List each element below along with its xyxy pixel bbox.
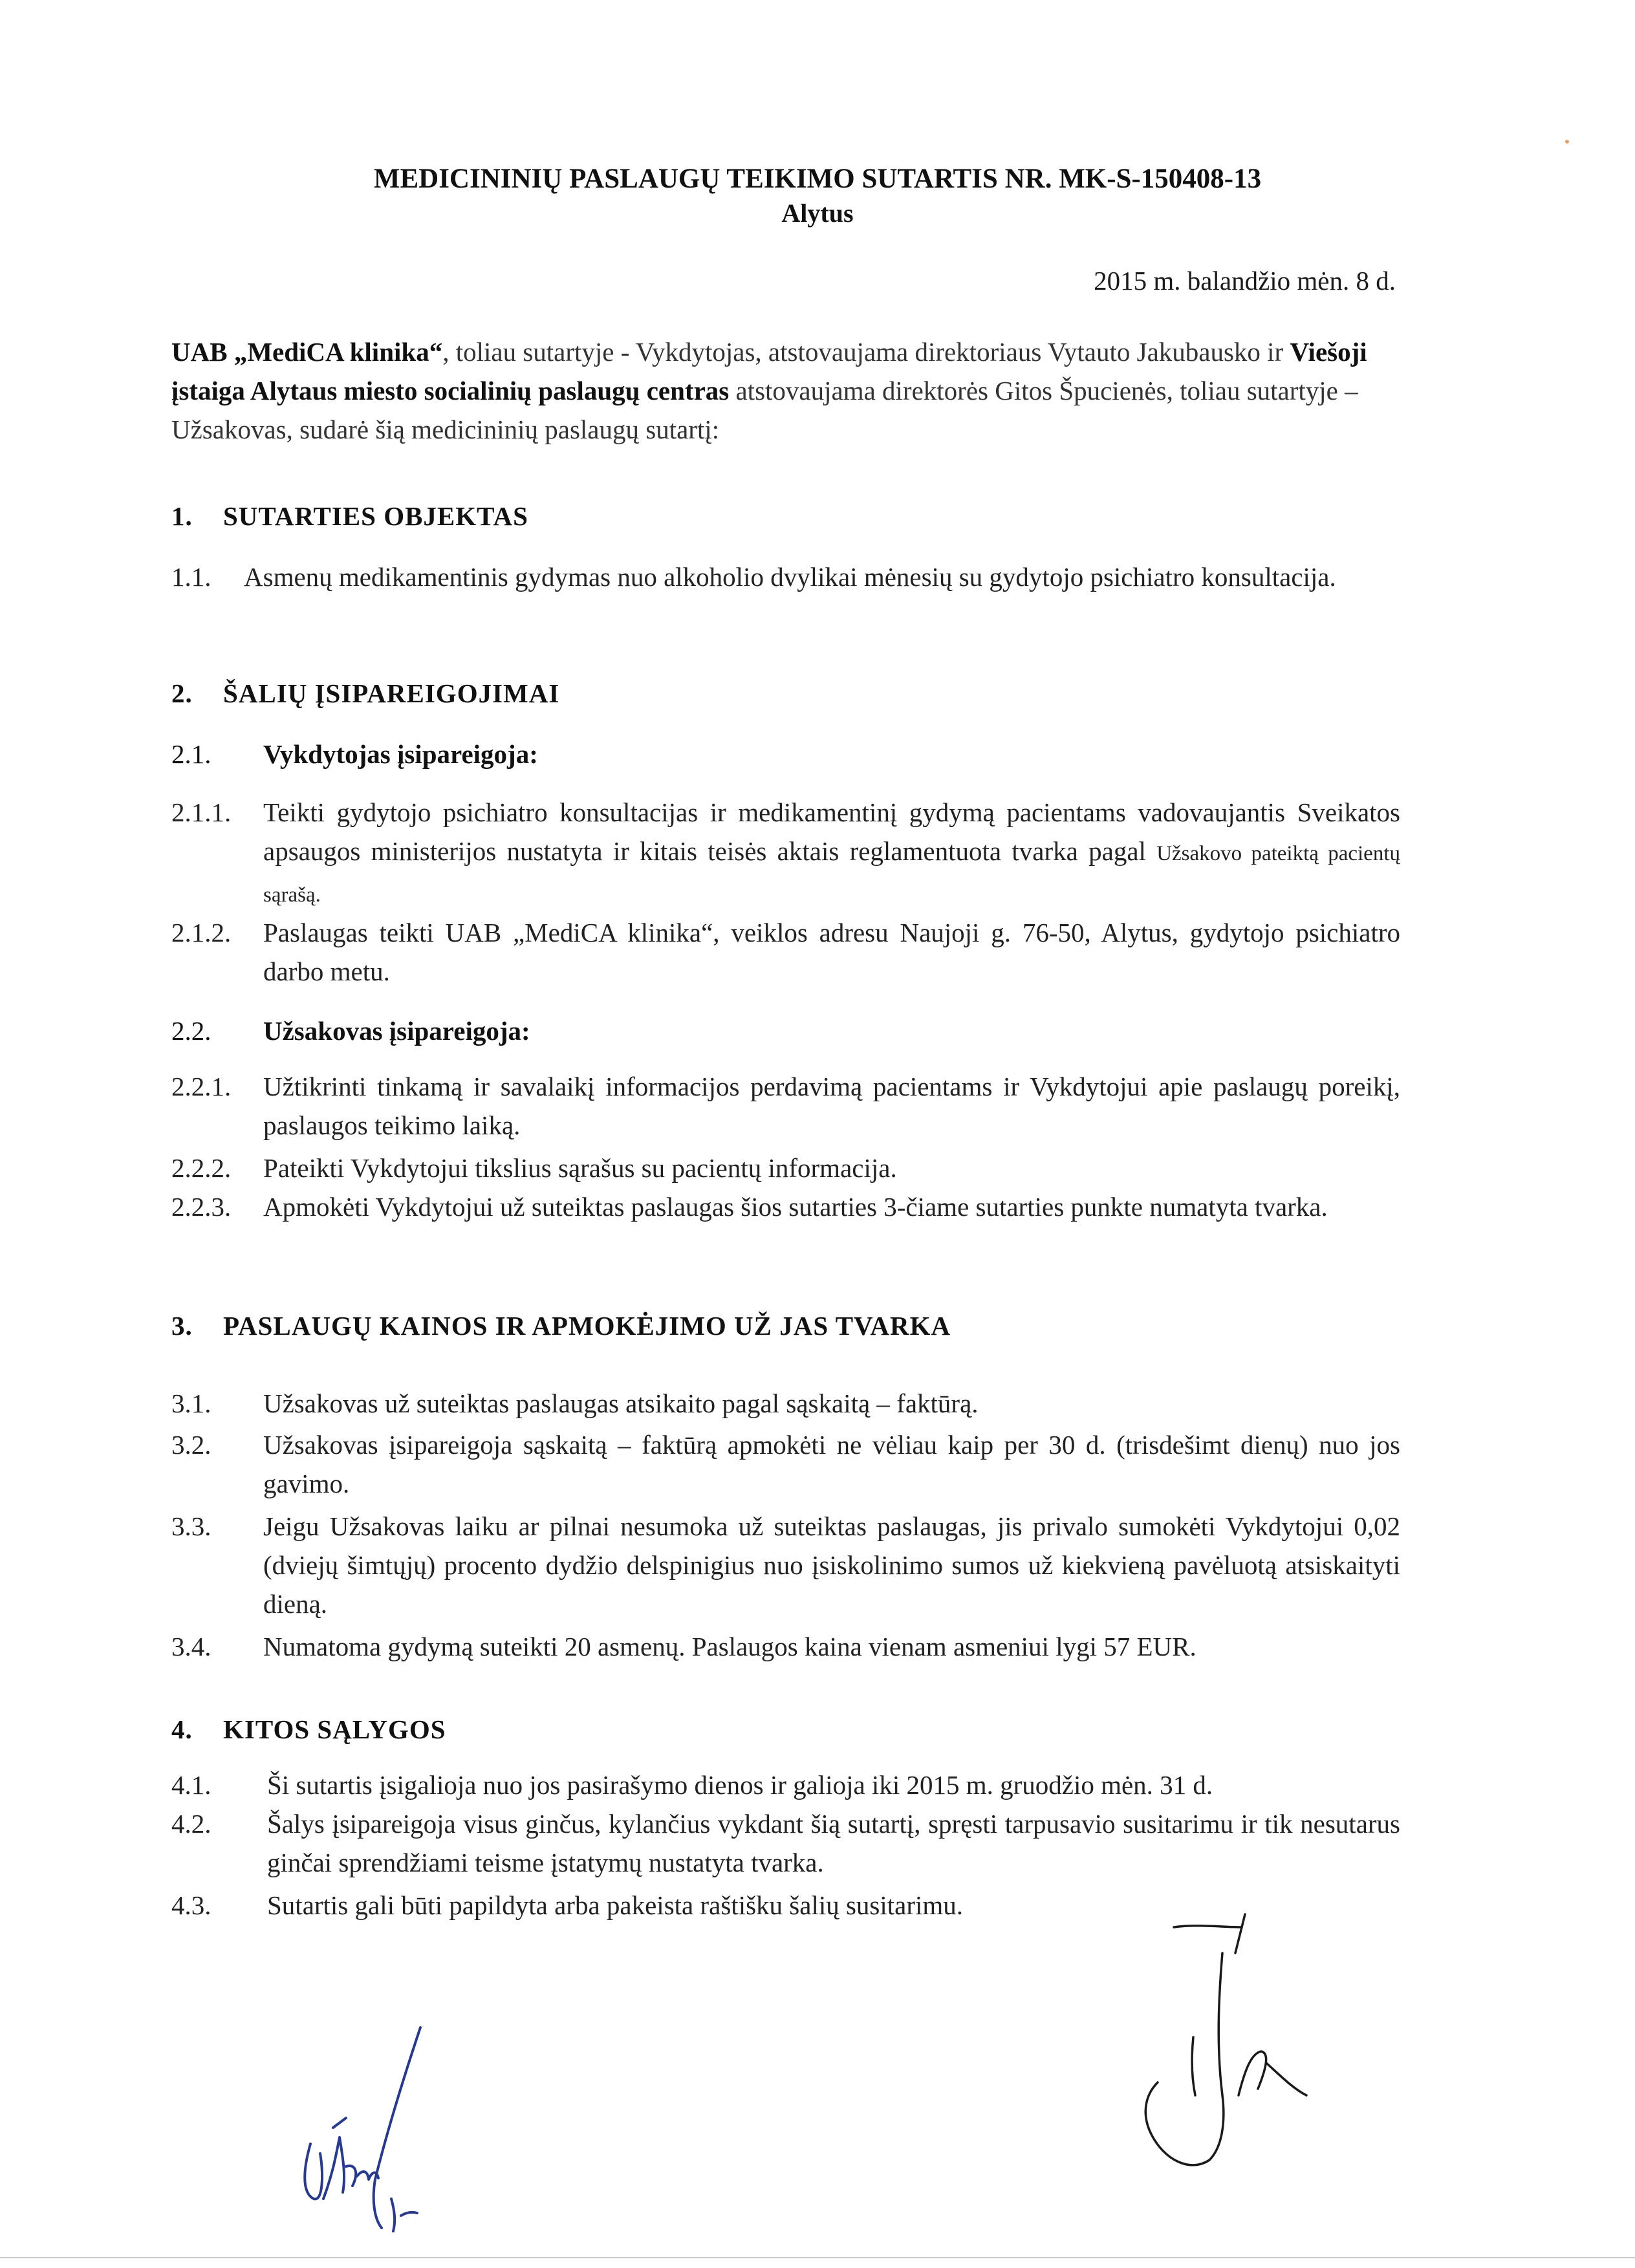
- clause-text: Užtikrinti tinkamą ir savalaikį informacijos perdavimą pacientams ir Vykdytojui apie paslaugų poreikį, paslaugos teikimo laiką.: [263, 1072, 1400, 1140]
- clause-text: Pateikti Vykdytojui tikslius sąrašus su pacientų informacija.: [263, 1153, 897, 1183]
- clause-number: 2.2.2.: [171, 1153, 232, 1183]
- party-customer: Viešoji įstaiga Alytaus miesto socialinių paslaugų centras: [171, 337, 1367, 405]
- section-3-heading: [171, 1310, 951, 1341]
- clause-text-block: [263, 793, 1400, 914]
- clause-number: 2.2.3.: [171, 1192, 232, 1222]
- section-title: ŠALIŲ ĮSIPAREIGOJIMAI: [223, 678, 560, 708]
- document-title: MEDICININIŲ PASLAUGŲ TEIKIMO SUTARTIS NR. MK-S-150408-13: [373, 164, 1262, 194]
- clause-number: 3.1.: [171, 1388, 211, 1418]
- clause-text: Teikti gydytojo psichiatro konsultacijas ir medikamentinį gydymą pacientams vadovaujantis Sveikatos apsaugos ministerijos nustatyta ir kitais teisės aktais reglamentuota tvarka pagal: [263, 797, 1400, 866]
- intro-text-2: atstovaujama direktorės Gitos Špucienės, toliau sutartyje – Užsakovas, sudarė šią medicininių paslaugų sutartį:: [171, 376, 1358, 444]
- clause-number: 3.4.: [171, 1632, 211, 1661]
- clause-2-2-3: [171, 1187, 1400, 1271]
- section-number: 1.: [171, 501, 193, 531]
- clause-1-1: [171, 557, 1400, 642]
- party-executor: UAB „MediCA klinika“: [171, 337, 443, 367]
- clause-number: 2.1.2.: [171, 918, 232, 947]
- section-title: SUTARTIES OBJEKTAS: [223, 501, 528, 531]
- subsection-title: Užsakovas įsipareigoja:: [263, 1016, 530, 1046]
- subsection-number: 2.1.: [171, 739, 211, 769]
- signature-left: [285, 2005, 466, 2238]
- clause-4-1: [171, 1766, 1400, 1807]
- clause-2-1-1: [171, 793, 1400, 916]
- subsection-2-1-heading: [171, 739, 1400, 770]
- clause-text: Asmenų medikamentinis gydymas nuo alkoholio dvylikai mėnesių su gydytojo psichiatro konsultacija.: [244, 562, 1336, 592]
- clause-number: 4.3.: [171, 1890, 211, 1920]
- clause-text: Paslaugas teikti UAB „MediCA klinika“, veiklos adresu Naujoji g. 76-50, Alytus, gydytojo psichiatro darbo metu.: [263, 918, 1400, 986]
- clause-text: Šalys įsipareigoja visus ginčus, kylančius vykdant šią sutartį, spręsti tarpusavio susitarimu ir tik nesutarus ginčai sprendžiami teisme įstatymų nustatyta tvarka.: [267, 1809, 1400, 1877]
- clause-text: Numatoma gydymą suteikti 20 asmenų. Paslaugos kaina vienam asmeniui lygi 57 EUR.: [263, 1632, 1196, 1661]
- section-4-heading: [171, 1714, 446, 1745]
- clause-text-small: Užsakovo pateiktą pacientų sąrašą.: [263, 842, 1400, 907]
- clause-number: 2.2.1.: [171, 1072, 232, 1101]
- section-number: 4.: [171, 1714, 193, 1744]
- document-date: 2015 m. balandžio mėn. 8 d.: [1094, 266, 1396, 296]
- intro-text-1: , toliau sutartyje - Vykdytojas, atstovaujama direktoriaus Vytauto Jakubausko ir: [442, 337, 1290, 367]
- clause-number: 4.1.: [171, 1770, 211, 1800]
- clause-text: Apmokėti Vykdytojui už suteiktas paslaugas šios sutarties 3-čiame sutarties punkte numatyta tvarka.: [263, 1192, 1328, 1222]
- signature-right: [1087, 1901, 1358, 2186]
- clause-4-2: [171, 1804, 1400, 1888]
- clause-text: Sutartis gali būti papildyta arba pakeista raštišku šalių susitarimu.: [267, 1890, 964, 1920]
- subsection-2-2-heading: [171, 1015, 1400, 1046]
- clause-text: Ši sutartis įsigalioja nuo jos pasirašymo dienos ir galioja iki 2015 m. gruodžio mėn. 31 d.: [267, 1770, 1213, 1800]
- section-title: PASLAUGŲ KAINOS IR APMOKĖJIMO UŽ JAS TVARKA: [223, 1311, 951, 1341]
- clause-number: 3.3.: [171, 1511, 211, 1541]
- clause-text: Jeigu Užsakovas laiku ar pilnai nesumoka už suteiktas paslaugas, jis privalo sumokėti Vykdytojui 0,02 (dviejų šimtųjų) procento dydžio delspinigius nuo įsiskolinimo sumos už kiekvieną pavėluotą atsiskaityti dieną.: [263, 1511, 1400, 1619]
- intro-paragraph: [171, 332, 1400, 449]
- section-number: 3.: [171, 1311, 193, 1341]
- section-1-heading: [171, 501, 528, 532]
- subsection-number: 2.2.: [171, 1016, 211, 1046]
- clause-3-1: [171, 1384, 1400, 1425]
- clause-number: 4.2.: [171, 1809, 211, 1839]
- clause-2-2-2: [171, 1149, 1400, 1190]
- clause-2-2-1: [171, 1067, 1400, 1151]
- clause-number: 3.2.: [171, 1430, 211, 1460]
- clause-number: 1.1.: [171, 562, 211, 592]
- clause-2-1-2: [171, 913, 1400, 997]
- section-title: KITOS SĄLYGOS: [223, 1714, 446, 1744]
- clause-3-3: [171, 1507, 1400, 1630]
- clause-3-2: [171, 1425, 1400, 1509]
- section-2-heading: [171, 678, 559, 709]
- section-number: 2.: [171, 678, 193, 708]
- subsection-title: Vykdytojas įsipareigoja:: [263, 739, 538, 769]
- clause-text: Užsakovas už suteiktas paslaugas atsikaito pagal sąskaitą – faktūrą.: [263, 1388, 979, 1418]
- document-city: Alytus: [781, 199, 854, 228]
- clause-number: 2.1.1.: [171, 797, 232, 827]
- scan-speck: [1565, 140, 1569, 144]
- clause-3-4: [171, 1627, 1400, 1669]
- clause-text: Užsakovas įsipareigoja sąskaitą – faktūrą apmokėti ne vėliau kaip per 30 d. (trisdešimt dienų) nuo jos gavimo.: [263, 1430, 1400, 1498]
- scan-edge: [0, 2257, 1635, 2258]
